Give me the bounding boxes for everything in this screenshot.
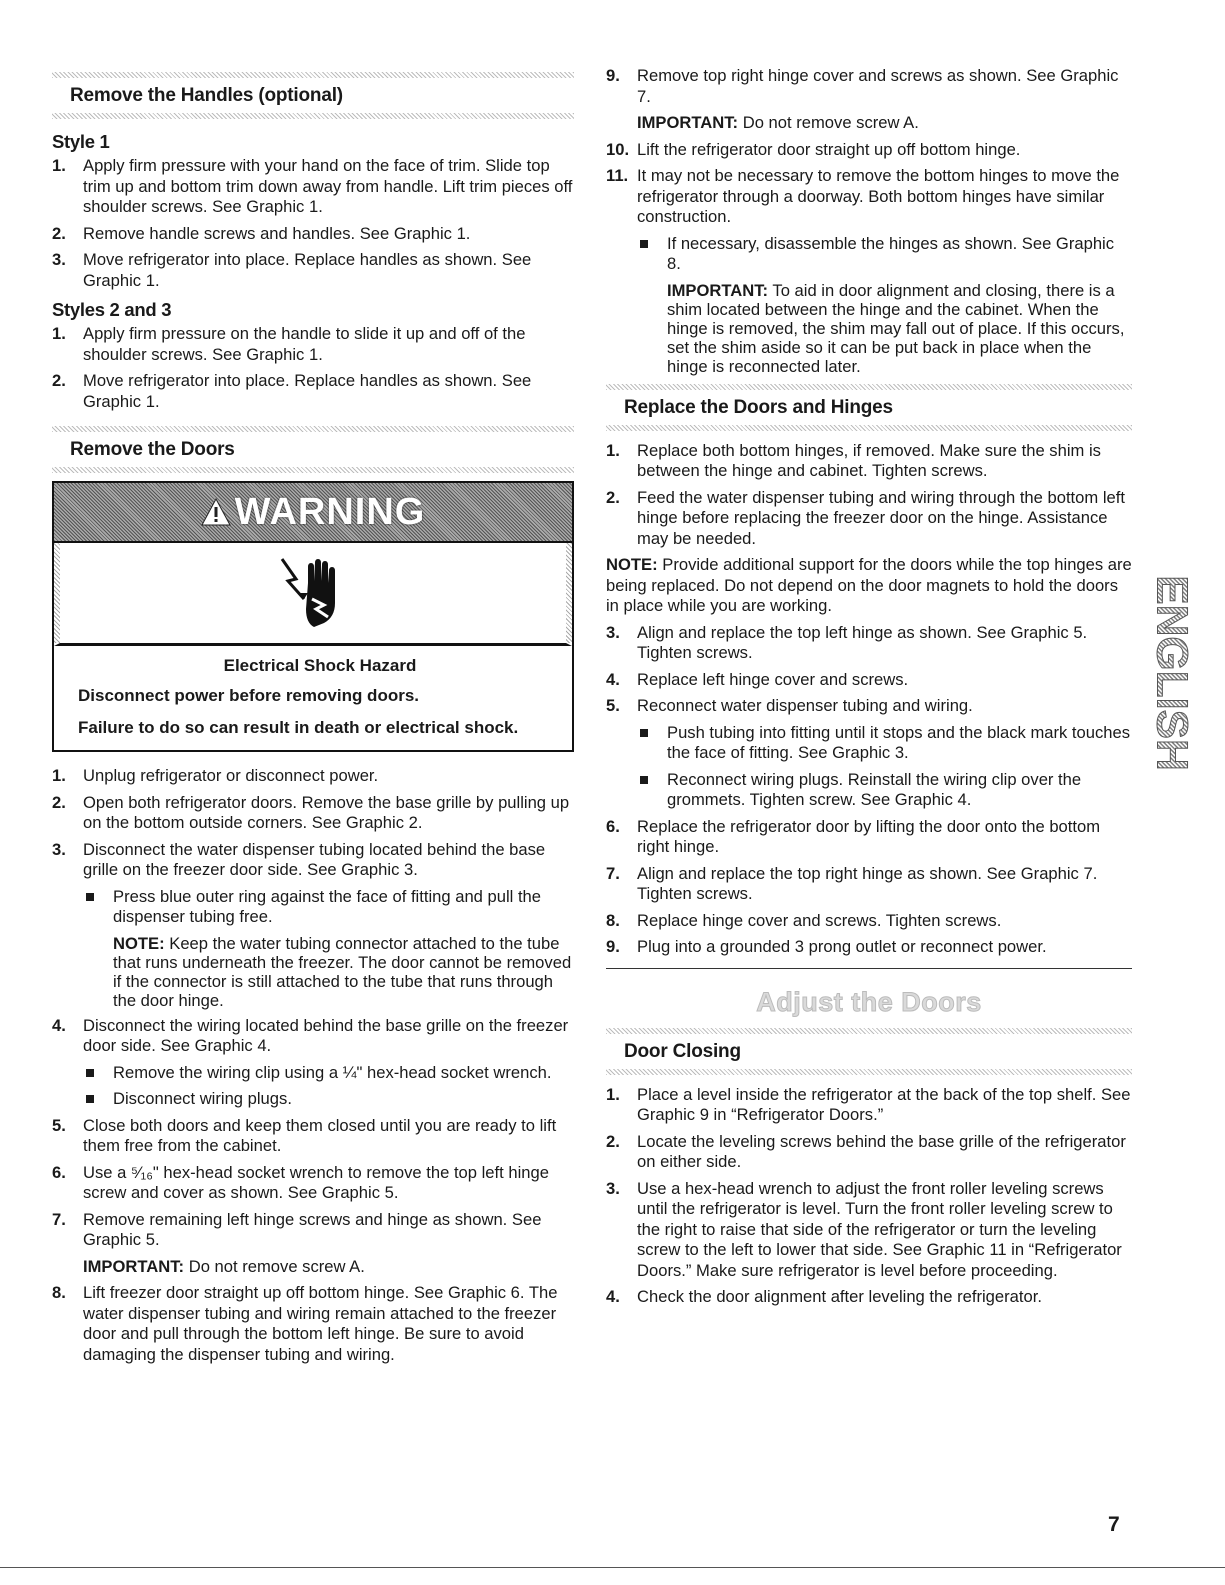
section-header-door-closing — [606, 1028, 1132, 1075]
list-item: 5. Reconnect water dispenser tubing and wiring. Push tubing into fitting until it stops and the black mark touches the face of fitting. See Graphic 3. Reconnect wiring plugs. Reinstall the wiring clip over the grommets. Tighten screw. See Graphic 4. — [606, 696, 1131, 809]
list-item: 1. Apply firm pressure with your hand on the face of trim. Slide top trim up and bottom trim down away from handle. Lift trim pieces off shoulder screws. See Graphic 1. — [52, 156, 573, 216]
warning-header — [54, 483, 572, 543]
warning-body — [54, 646, 572, 750]
section-title: Door Closing — [624, 1040, 741, 1062]
warning-line: Disconnect power before removing doors. — [78, 686, 420, 705]
list-item: 4. Replace left hinge cover and screws. — [606, 669, 909, 689]
section-header-replace-doors — [606, 384, 1132, 431]
list-item: 3. Use a hex-head wrench to adjust the front roller leveling screws until the refrigerator is level. Turn the front roller leveling screw to the right to raise that side of the refrigerator or turn the leveling screw to the left to lower that side. See Graphic 11 in “Refrigerator Doors.” Make sure refrigerator is level before proceeding. — [606, 1178, 1122, 1280]
replace-steps-cont — [606, 623, 1132, 958]
list-item: 1. Unplug refrigerator or disconnect power. — [52, 766, 379, 785]
warning-triangle-icon — [201, 498, 231, 526]
list-item: 4. Check the door alignment after leveling the refrigerator. — [606, 1287, 1042, 1306]
note: NOTE: Keep the water tubing connector attached to the tube that runs underneath the freezer. The door cannot be removed if the connector is still attached to the tube that runs through the door hinge. — [113, 933, 572, 1010]
list-item: 9. Plug into a grounded 3 prong outlet or reconnect power. — [606, 937, 1047, 956]
page-number: 7 — [1108, 1513, 1120, 1536]
list-item: 2. Locate the leveling screws behind the base grille of the refrigerator on either side. — [606, 1131, 1126, 1171]
list-item: 1. Apply firm pressure on the handle to slide it up and off of the shoulder screws. See Graphic 1. — [52, 324, 526, 364]
style1-heading: Style 1 — [52, 131, 110, 152]
warning-line: Failure to do so can result in death or electrical shock. — [78, 718, 519, 737]
chapter-title: Adjust the Doors — [756, 986, 982, 1017]
electrical-shock-hand-icon — [278, 553, 348, 633]
section-header-remove-handles — [52, 72, 574, 119]
warning-box — [52, 481, 574, 752]
styles23-steps — [52, 324, 574, 412]
warning-title: WARNING — [234, 490, 426, 533]
style1-steps — [52, 156, 574, 291]
list-item: 11. It may not be necessary to remove the bottom hinges to move the refrigerator through a doorway. Both bottom hinges have similar construction. If necessary, disassemble the hinges as shown. See Graphic 8. IMPORTANT: To aid in door alignment and closing, there is a shim located between the hinge and the cabinet. When the hinge is removed, the shim may fall out of place. If this occurs, set the shim aside so it can be put back in place when the hinge is reconnected later. — [606, 166, 1132, 376]
list-item: 3. Align and replace the top left hinge as shown. See Graphic 5. Tighten screws. — [606, 622, 1088, 662]
list-item: 2. Open both refrigerator doors. Remove the base grille by pulling up on the bottom outside corners. See Graphic 2. — [52, 792, 570, 832]
important-note: IMPORTANT: To aid in door alignment and closing, there is a shim located between the hinge and the cabinet. When the hinge is removed, the shim may fall out of place. If this occurs, set the shim aside so it can be put back in place when the hinge is reconnected later. — [667, 280, 1125, 376]
list-item: 2. Move refrigerator into place. Replace handles as shown. See Graphic 1. — [52, 371, 532, 411]
bottom-rule — [0, 1567, 1225, 1568]
list-item: 2. Remove handle screws and handles. See Graphic 1. — [52, 223, 471, 243]
list-item: 8. Lift freezer door straight up off bottom hinge. See Graphic 6. The water dispenser tubing and wiring remain attached to the freezer door and pull through the bottom left hinge. Be sure to avoid damaging the dispenser tubing and wiring. — [52, 1283, 558, 1364]
list-item: 6. Use a ⁵⁄₁₆" hex-head socket wrench to remove the top left hinge screw and cover as shown. See Graphic 5. — [52, 1162, 549, 1202]
list-item: 1. Replace both bottom hinges, if removed. Make sure the shim is between the hinge and cabinet. Tighten screws. — [606, 440, 1101, 480]
remove-doors-steps-cont — [606, 66, 1132, 376]
left-column — [52, 0, 574, 1371]
bullet-item: Remove the wiring clip using a ¼" hex-head socket wrench. — [83, 1063, 574, 1084]
hazard-title: Electrical Shock Hazard — [223, 656, 417, 675]
list-item: 3. Move refrigerator into place. Replace handles as shown. See Graphic 1. — [52, 250, 532, 290]
divider — [606, 968, 1132, 969]
styles23-heading: Styles 2 and 3 — [52, 299, 172, 320]
bullet-item: Reconnect wiring plugs. Reinstall the wiring clip over the grommets. Tighten screw. See Graphic 4. — [637, 770, 1132, 811]
list-item: 7. Align and replace the top right hinge as shown. See Graphic 7. Tighten screws. — [606, 863, 1098, 903]
list-item: 8. Replace hinge cover and screws. Tighten screws. — [606, 910, 1002, 930]
section-title: Remove the Handles (optional) — [70, 85, 343, 106]
remove-doors-steps — [52, 766, 574, 1365]
list-item: 9. Remove top right hinge cover and screws as shown. See Graphic 7. IMPORTANT: Do not remove screw A. — [606, 66, 1132, 134]
important-note: IMPORTANT: Do not remove screw A. — [83, 1256, 365, 1276]
language-side-tab — [1147, 568, 1197, 778]
section-title: Replace the Doors and Hinges — [624, 396, 893, 418]
bullet-item: Disconnect wiring plugs. — [83, 1089, 574, 1110]
list-item: 3. Disconnect the water dispenser tubing located behind the base grille on the freezer door side. See Graphic 3. Press blue outer ring against the face of fitting and pull the dispenser tubing free. NOTE: Keep the water tubing connector attached to the tube that runs underneath the freezer. The door cannot be removed if the connector is still attached to the tube that runs through the door hinge. — [52, 840, 574, 1010]
door-closing-steps — [606, 1085, 1132, 1308]
section-title: Remove the Doors — [70, 439, 235, 460]
bullet-item: Press blue outer ring against the face of fitting and pull the dispenser tubing free. NOTE: Keep the water tubing connector attached to the tube that runs underneath the freezer. The door cannot be removed if the connector is still attached to the tube that runs through the door hinge. — [83, 887, 574, 1010]
list-item: 1. Place a level inside the refrigerator at the back of the top shelf. See Graphic 9 in “Refrigerator Doors.” — [606, 1084, 1131, 1124]
replace-steps — [606, 441, 1132, 550]
list-item: 7. Remove remaining left hinge screws and hinge as shown. See Graphic 5. IMPORTANT: Do not remove screw A. — [52, 1210, 574, 1278]
section-header-remove-doors — [52, 426, 574, 473]
bullet-item: Push tubing into fitting until it stops and the black mark touches the face of fitting. See Graphic 3. — [637, 723, 1132, 764]
note-paragraph: NOTE: Provide additional support for the doors while the top hinges are being replaced. Do not depend on the door magnets to hold the doors in place while you are working. — [606, 555, 1132, 615]
list-item: 5. Close both doors and keep them closed until you are ready to lift them free from the cabinet. — [52, 1115, 557, 1155]
list-item: 4. Disconnect the wiring located behind the base grille on the freezer door side. See Graphic 4. Remove the wiring clip using a ¼" hex-head socket wrench. Disconnect wiring plugs. — [52, 1016, 574, 1110]
warning-icon-area — [54, 543, 572, 646]
right-column — [606, 0, 1132, 1314]
list-item: 6. Replace the refrigerator door by lifting the door onto the bottom right hinge. — [606, 816, 1101, 856]
list-item: 10. Lift the refrigerator door straight up off bottom hinge. — [606, 139, 1021, 159]
bullet-item: If necessary, disassemble the hinges as shown. See Graphic 8. IMPORTANT: To aid in door alignment and closing, there is a shim located between the hinge and the cabinet. When the hinge is removed, the shim may fall out of place. If this occurs, set the shim aside so it can be put back in place when the hinge is reconnected later. — [637, 234, 1132, 376]
side-tab-label: ENGLISH — [1147, 575, 1197, 771]
list-item: 2. Feed the water dispenser tubing and wiring through the bottom left hinge before replacing the freezer door on the hinge. Assistance may be needed. — [606, 487, 1125, 548]
important-note: IMPORTANT: Do not remove screw A. — [637, 113, 919, 132]
